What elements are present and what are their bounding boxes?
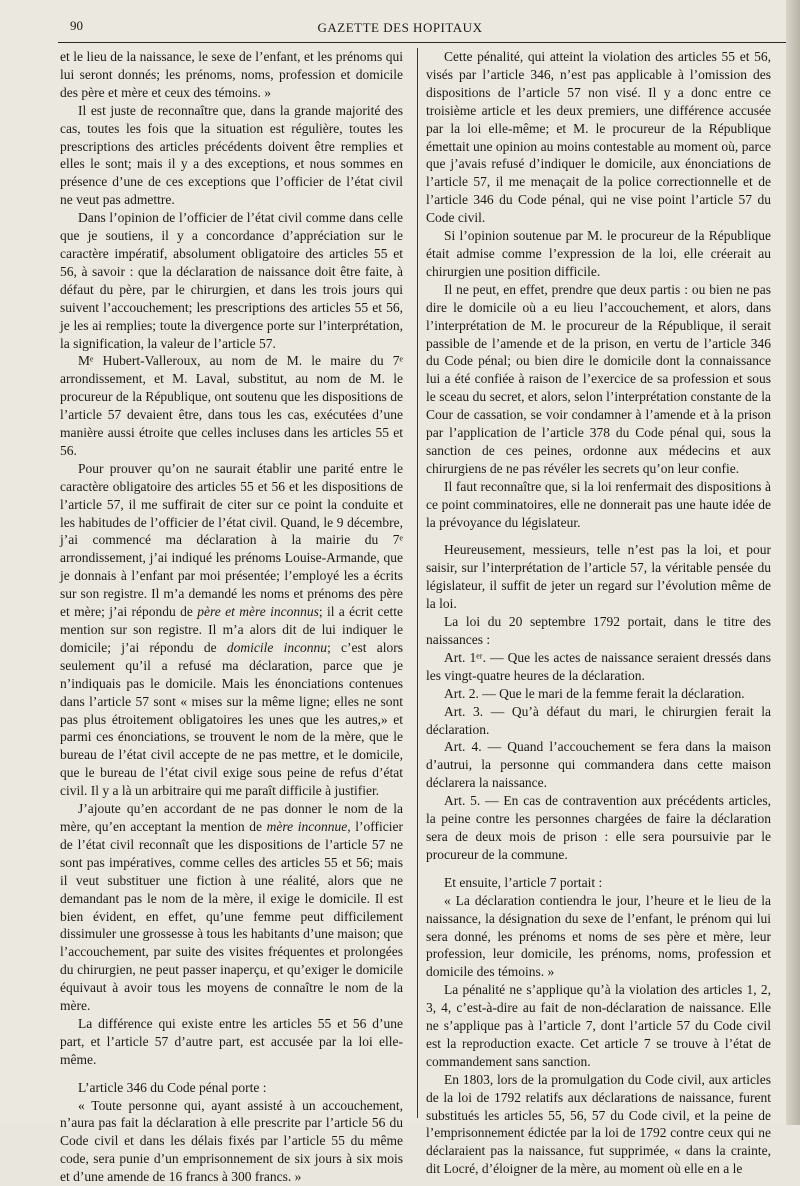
- paragraph: [60, 460, 403, 800]
- law-article: Art. 5. — En cas de contravention aux précédents articles, la peine contre les personnes chargées de faire la déclaration sera de deux mois de prison : elle sera poursuivie par le procureur de la commune.: [426, 793, 771, 862]
- law-article: Art. 3. — Qu’à défaut du mari, le chirurgien ferait la déclaration.: [426, 703, 771, 737]
- law-article: Art. 4. — Quand l’accouchement se fera dans la maison d’autrui, la personne qui commandera dans cette maison déclarera la naissance.: [426, 739, 771, 791]
- paragraph: La pénalité ne s’applique qu’à la violation des articles 1, 2, 3, 4, c’est-à-dire au fait de non-déclaration de naissance. Elle ne s’applique pas à l’article 7, dont l’article 57 du Code civil est la reproduction exacte. Cet article 7 se trouve à l’état de commandement sans sanction.: [426, 982, 771, 1069]
- section-heading: L’article 346 du Code pénal porte :: [78, 1079, 267, 1095]
- paragraph: Heureusement, messieurs, telle n’est pas la loi, et pour saisir, sur l’interprétation de l’article 57, la véritable pensée du législateur, il suffit de jeter un regard sur l’évolution même de la loi.: [426, 542, 771, 612]
- paragraph-text: J’ajoute qu’en accordant de ne pas donner le nom de la mère, qu’en acceptant la mention de: [60, 801, 403, 834]
- paragraph-text: ; il a écrit cette mention sur son registre. Il m’a alors dit de lui indiquer le domicile; j’ai répondu de: [60, 604, 403, 655]
- section-heading: Et ensuite, l’article 7 portait :: [444, 874, 603, 890]
- paragraph: En 1803, lors de la promulgation du Code civil, aux articles de la loi de 1792 relatifs aux déclarations de naissance, furent substitués les articles 55, 56, 57 du Code civil, et la peine de l’emprisonnement édictée par la loi de 1792 contre ceux qui ne déclaraient pas la naissance, fut supprimée, « dans la crainte, dit Locré, d’éloigner de la mère, au moment où elle en a le: [426, 1071, 771, 1177]
- paragraph: Dans l’opinion de l’officier de l’état civil comme dans celle que je soutiens, il y a concordance d’appréciation sur le caractère impératif, absolument obligatoire des articles 55 et 56, à savoir : que la déclaration de naissance doit être faite, à défaut du père, par le chirurgien, et dans les trois jours qui suivent l’accouchement; les prescriptions des articles 55 et 56, je les ai remplies; toute la divergence porte sur l’interprétation, la signification, la valeur de l’article 57.: [60, 210, 403, 351]
- quotation: « Toute personne qui, ayant assisté à un accouchement, n’aura pas fait la déclaration à elle prescrite par l’article 56 du Code civil et dans les délais fixés par l’article 55 du même code, sera punie d’un emprisonnement de six jours à six mois et d’une amende de 16 francs à 300 francs. »: [60, 1097, 403, 1185]
- paragraph: Si l’opinion soutenue par M. le procureur de la République était admise comme l’expression de la loi, elle créerait au chirurgien une position difficile.: [426, 228, 771, 279]
- paragraph-text: , l’officier de l’état civil reconnaît que les dispositions de l’article 57 ne sont pas impératives, comme celles des articles 55 et 56; mais il veut substituer une fiction à une réalité, alors que ne demandant pas le nom de la mère, il exige le domicile. Il est bien évident, en effet, qu’une femme peut difficilement dissimuler une grossesse à tous les habitants d’une maison; que l’accouchement, par suite des visites fréquentes et prolongées du chirurgien, ne peut passer inaperçu, et qu’exiger le domicile équivaut à avoir tous les moyens de connaître le nom de la mère.: [60, 818, 403, 1014]
- paragraph: et le lieu de la naissance, le sexe de l’enfant, et les prénoms qui lui seront donnés; les prénoms, noms, profession et domicile des père et mère et ceux des témoins. »: [60, 49, 403, 100]
- law-article: Art. 2. — Que le mari de la femme ferait la déclaration.: [444, 685, 745, 701]
- header-rule: [58, 42, 786, 43]
- journal-title: GAZETTE DES HOPITAUX: [317, 20, 483, 35]
- paragraph: Il est juste de reconnaître que, dans la grande majorité des cas, toutes les fois que la situation est régulière, toutes les prescriptions des articles précédents doivent être remplies et elles le sont; mais il y a des exceptions, et nous sommes en présence d’une de ces exceptions que l’officier de l’état civil ne veut pas admettre.: [60, 102, 403, 208]
- right-column: [426, 48, 771, 1178]
- left-column: [60, 48, 403, 1186]
- law-article: Art. 1ᵉʳ. — Que les actes de naissance seraient dressés dans les vingt-quatre heures de la déclaration.: [426, 649, 771, 683]
- paragraph: Mᵉ Hubert-Valleroux, au nom de M. le maire du 7ᵉ arrondissement, et M. Laval, substitut, au nom de M. le procureur de la République, ont soutenu que les dispositions de l’article 57 devaient être, dans tous les cas, exécutées d’une manière aussi étroite que celles incluses dans les articles 55 et 56.: [60, 353, 403, 458]
- quotation: « La déclaration contiendra le jour, l’heure et le lieu de la naissance, la désignation du sexe de l’enfant, le prénom qui lui sera donné, les prénoms et noms de ses père et mère, leur profession, leur domicile, les prénoms, noms, profession et domicile des témoins. »: [426, 892, 771, 980]
- paragraph-text: ; c’est alors seulement qu’il a refusé ma déclaration, parce que je n’indiquais pas le domicile. Mais les énonciations contenues dans l’article 57 sont « mises sur la même ligne; elles ne sont pas plus étroitement obligatoires les unes que les autres,» et parmi ces énonciations, se trouvent le nom de la mère, que le bureau de l’état civil accepte de ne pas mettre, et le domicile, que le bureau de l’état civil exige sous peine de refus d’état civil. Il y a là un arbitraire qui me paraît difficile à justifier.: [60, 639, 403, 799]
- column-divider: [417, 48, 418, 1118]
- page-number: 90: [70, 18, 83, 33]
- paragraph: La loi du 20 septembre 1792 portait, dans le titre des naissances :: [426, 614, 771, 647]
- page-edge-shadow: [786, 0, 800, 1125]
- paragraph: Cette pénalité, qui atteint la violation des articles 55 et 56, visés par l’article 346, n’est pas applicable à l’omission des dispositions de l’article 57 non visé. Il y a donc entre ce troisième article et les deux premiers, une différence accusée par la loi elle-même; et M. le procureur de la République émettait une opinion au moins contestable au moment où, parce que j’avais refusé d’indiquer le domicile, aux énonciations de l’article 57, il me menaçait de la police correctionnelle et de l’article 346 du Code pénal, qui ne vise point l’article 57 du Code civil.: [426, 49, 771, 226]
- paragraph-text: Pour prouver qu’on ne saurait établir une parité entre le caractère obligatoire des articles 55 et 56 et les dispositions de l’article 57, il me suffirait de citer sur ce point la conduite et les habitudes de l’officier de l’état civil. Quand, le 9 décembre, j’ai commencé ma déclaration à la mairie du 7ᵉ arrondissement, j’ai indiqué les prénoms Louise-Armande, que je donnais à l’enfant par moi présentée; l’employé les a écrits sur son registre. Il m’a demandé les noms et prénoms des père et mère; j’ai répondu de: [60, 460, 403, 620]
- italic-phrase: domicile inconnu: [226, 639, 328, 655]
- paragraph: Il ne peut, en effet, prendre que deux partis : ou bien ne pas dire le domicile où a eu lieu l’accouchement, et alors, dans l’interprétation de M. le procureur de la République, il serait passible de l’amende et de la prison, en vertu de l’article 346 du Code pénal; ou bien dire le domicile dont la connaissance lui a été confiée à raison de l’exercice de sa profession et sous le sceau du secret, et alors, selon l’interprétation constante de la Cour de cassation, se voir condamner à l’amende et à la prison par l’application de l’article 378 du Code pénal qui, sous la sanction de ces peines, ordonne aux médecins et aux chirurgiens de ne pas révéler les secrets qu’on leur confie.: [426, 281, 771, 476]
- italic-phrase: père et mère inconnus: [197, 604, 319, 620]
- paragraph: Il faut reconnaître que, si la loi renfermait des dispositions à ce point comminatoires, elle ne donnerait pas une haute idée de la prévoyance du législateur.: [426, 478, 771, 530]
- italic-phrase: mère inconnue: [266, 818, 348, 834]
- paragraph: [60, 800, 403, 1015]
- paragraph: La différence qui existe entre les articles 55 et 56 d’une part, et l’article 57 d’autre part, est accusée par la loi elle-même.: [60, 1015, 403, 1067]
